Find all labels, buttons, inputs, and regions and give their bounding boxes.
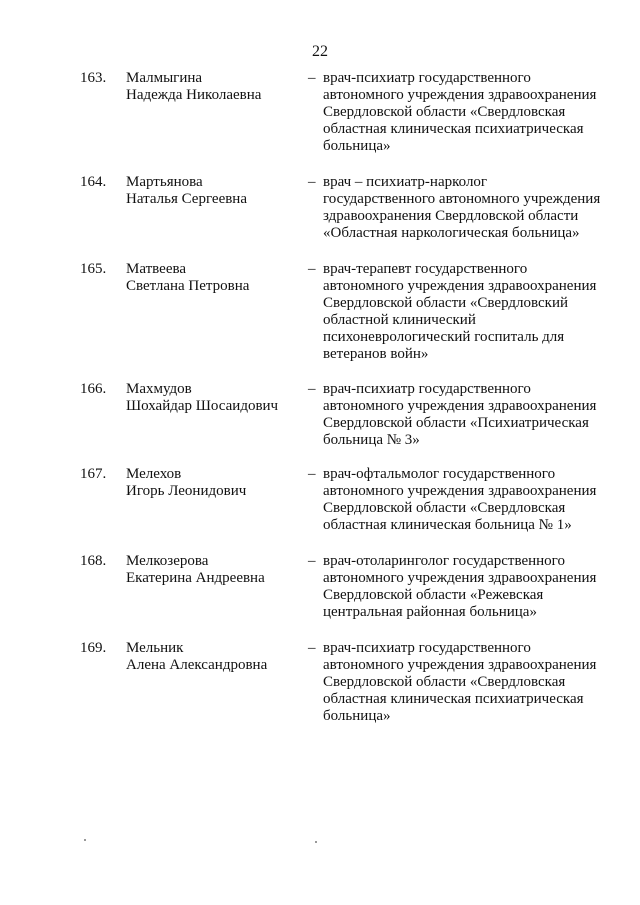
description-line: областная клиническая психиатрическая bbox=[323, 691, 584, 707]
description-line: врач-психиатр государственного bbox=[323, 381, 531, 397]
surname: Мельник bbox=[126, 640, 184, 656]
description-line: больница № 3» bbox=[323, 432, 420, 448]
description-line: автономного учреждения здравоохранения bbox=[323, 570, 597, 586]
description-line: государственного автономного учреждения bbox=[323, 191, 601, 207]
description-line: больница» bbox=[323, 708, 391, 724]
entry-number: 169. bbox=[80, 640, 107, 656]
surname: Мелкозерова bbox=[126, 553, 209, 569]
position-description bbox=[323, 174, 623, 242]
description-line: Свердловской области «Режевская bbox=[323, 587, 544, 603]
page-number: 22 bbox=[312, 43, 328, 60]
description-line: Свердловской области «Свердловский bbox=[323, 295, 568, 311]
person-name bbox=[126, 466, 301, 500]
person-name bbox=[126, 640, 301, 674]
person-name bbox=[126, 261, 301, 295]
description-line: врач-психиатр государственного bbox=[323, 640, 531, 656]
entry-number: 167. bbox=[80, 466, 107, 482]
description-line: врач-терапевт государственного bbox=[323, 261, 528, 277]
position-description bbox=[323, 640, 623, 725]
surname: Матвеева bbox=[126, 261, 187, 277]
description-line: автономного учреждения здравоохранения bbox=[323, 657, 597, 673]
description-line: «Областная наркологическая больница» bbox=[323, 225, 580, 241]
separator-dash: – bbox=[308, 174, 316, 190]
description-line: Свердловской области «Психиатрическая bbox=[323, 415, 589, 431]
given-names: Надежда Николаевна bbox=[126, 87, 262, 103]
surname: Мелехов bbox=[126, 466, 182, 482]
given-names: Игорь Леонидович bbox=[126, 483, 247, 499]
given-names: Светлана Петровна bbox=[126, 278, 250, 294]
separator-dash: – bbox=[308, 466, 316, 482]
description-line: центральная районная больница» bbox=[323, 604, 537, 620]
surname: Мартьянова bbox=[126, 174, 203, 190]
separator-dash: – bbox=[308, 261, 316, 277]
entry-number: 163. bbox=[80, 70, 107, 86]
description-line: автономного учреждения здравоохранения bbox=[323, 398, 597, 414]
surname: Малмыгина bbox=[126, 70, 203, 86]
given-names: Шохайдар Шосаидович bbox=[126, 398, 279, 414]
description-line: автономного учреждения здравоохранения bbox=[323, 87, 597, 103]
entry-number: 164. bbox=[80, 174, 107, 190]
description-line: ветеранов войн» bbox=[323, 346, 429, 362]
description-line: автономного учреждения здравоохранения bbox=[323, 483, 597, 499]
entry-number: 166. bbox=[80, 381, 107, 397]
given-names: Наталья Сергеевна bbox=[126, 191, 247, 207]
position-description bbox=[323, 381, 623, 449]
separator-dash: – bbox=[308, 70, 316, 86]
description-line: врач – психиатр-нарколог bbox=[323, 174, 488, 190]
given-names: Алена Александровна bbox=[126, 657, 268, 673]
entry-number: 168. bbox=[80, 553, 107, 569]
description-line: психоневрологический госпиталь для bbox=[323, 329, 565, 345]
position-description bbox=[323, 553, 623, 621]
separator-dash: – bbox=[308, 553, 316, 569]
scan-speck bbox=[84, 839, 86, 841]
description-line: областная клиническая психиатрическая bbox=[323, 121, 584, 137]
description-line: больница» bbox=[323, 138, 391, 154]
description-line: Свердловской области «Свердловская bbox=[323, 500, 566, 516]
description-line: автономного учреждения здравоохранения bbox=[323, 278, 597, 294]
description-line: здравоохранения Свердловской области bbox=[323, 208, 579, 224]
position-description bbox=[323, 70, 623, 155]
separator-dash: – bbox=[308, 381, 316, 397]
surname: Махмудов bbox=[126, 381, 192, 397]
position-description bbox=[323, 261, 623, 363]
description-line: врач-офтальмолог государственного bbox=[323, 466, 556, 482]
description-line: врач-психиатр государственного bbox=[323, 70, 531, 86]
description-line: областная клиническая больница № 1» bbox=[323, 517, 572, 533]
person-name bbox=[126, 553, 301, 587]
description-line: Свердловской области «Свердловская bbox=[323, 104, 566, 120]
description-line: врач-отоларинголог государственного bbox=[323, 553, 565, 569]
person-name bbox=[126, 70, 301, 104]
position-description bbox=[323, 466, 623, 534]
person-name bbox=[126, 381, 301, 415]
scan-speck bbox=[315, 841, 317, 843]
separator-dash: – bbox=[308, 640, 316, 656]
entry-number: 165. bbox=[80, 261, 107, 277]
person-name bbox=[126, 174, 301, 208]
description-line: областной клинический bbox=[323, 312, 476, 328]
given-names: Екатерина Андреевна bbox=[126, 570, 265, 586]
description-line: Свердловской области «Свердловская bbox=[323, 674, 566, 690]
